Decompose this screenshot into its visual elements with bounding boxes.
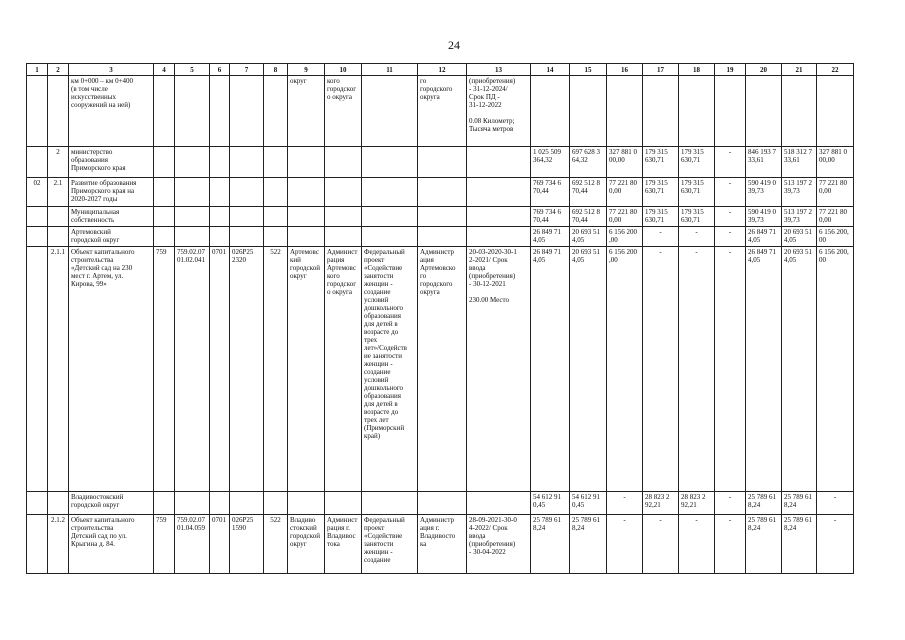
table-cell: - <box>715 147 746 178</box>
table-cell <box>782 76 817 147</box>
table-cell: - <box>715 247 746 492</box>
table-cell: 25 789 61 8,24 <box>782 492 817 515</box>
table-cell: Объект капитального строительства «Детский сад на 230 мест г. Артем, ул. Кирова, 99» <box>69 247 154 492</box>
table-cell: Администр ация г. Владивосто ка <box>418 515 467 574</box>
table-cell: 20 693 51 4,05 <box>782 247 817 492</box>
table-cell: 25 789 61 8,24 <box>570 515 607 574</box>
table-cell <box>288 207 325 227</box>
table-cell <box>325 178 362 207</box>
table-cell: 25 789 61 8,24 <box>746 492 782 515</box>
table-cell: кого городског о округа <box>325 76 362 147</box>
table-cell: 02 <box>27 178 48 207</box>
table-cell <box>210 76 230 147</box>
table-cell <box>154 492 175 515</box>
table-cell: 522 <box>264 515 288 574</box>
table-cell: 1 025 509 364,32 <box>531 147 570 178</box>
header-cell: 11 <box>362 64 418 76</box>
table-cell <box>715 76 746 147</box>
table-cell: 513 197 2 39,73 <box>782 178 817 207</box>
table-cell <box>362 147 418 178</box>
header-cell: 19 <box>715 64 746 76</box>
table-cell: Муниципальная собственность <box>69 207 154 227</box>
table-cell <box>230 178 264 207</box>
table-cell: 26 849 71 4,05 <box>746 247 782 492</box>
table-cell <box>175 207 210 227</box>
table-cell: Владивостокский городской округ <box>69 492 154 515</box>
table-cell: 590 419 0 39,73 <box>746 207 782 227</box>
table-cell <box>210 178 230 207</box>
table-cell: 026P25 1590 <box>230 515 264 574</box>
table-cell: 759 <box>154 515 175 574</box>
table-row-program <box>27 178 854 207</box>
table-cell: Админист рация Артемовс кого городског о округа <box>325 247 362 492</box>
table-cell <box>27 227 48 247</box>
table-cell <box>210 492 230 515</box>
table-cell <box>27 76 48 147</box>
table-cell: - <box>679 227 715 247</box>
table-cell <box>418 207 467 227</box>
table-cell: 77 221 80 0,00 <box>607 207 643 227</box>
table-cell: 2 <box>48 147 69 178</box>
table-cell <box>27 147 48 178</box>
table-cell <box>154 76 175 147</box>
table-cell: - <box>607 492 643 515</box>
table-cell: 179 315 630,71 <box>643 178 679 207</box>
table-cell: Федеральный проект «Содействие занятости женщин - создание <box>362 515 418 574</box>
table-cell: - <box>643 247 679 492</box>
table-cell <box>154 207 175 227</box>
header-cell: 12 <box>418 64 467 76</box>
table-row-object-2-1-1 <box>27 247 854 492</box>
table-cell: 179 315 630,71 <box>643 147 679 178</box>
table-cell: - <box>715 207 746 227</box>
table-cell: 697 628 3 64,32 <box>570 147 607 178</box>
table-cell: Объект капитального строительства Детский сад по ул. Крыгина д. 84. <box>69 515 154 574</box>
table-cell: 20 693 51 4,05 <box>570 247 607 492</box>
table-cell: - <box>715 492 746 515</box>
header-cell: 3 <box>69 64 154 76</box>
header-cell: 5 <box>175 64 210 76</box>
table-cell <box>288 178 325 207</box>
table-cell: Артемовс кий городской округ <box>288 247 325 492</box>
table-cell: 846 193 7 33,61 <box>746 147 782 178</box>
table-cell <box>175 227 210 247</box>
table-cell: (приобретения) - 31-12-2024/ Срок ПД - 31-12-2022 0.08 Километр; Тысяча метров <box>467 76 531 147</box>
table-cell <box>362 76 418 147</box>
table-cell: 0701 <box>210 247 230 492</box>
header-cell: 8 <box>264 64 288 76</box>
header-cell: 4 <box>154 64 175 76</box>
table-cell: 759.02.07 01.02.041 <box>175 247 210 492</box>
header-cell: 10 <box>325 64 362 76</box>
table-cell <box>418 147 467 178</box>
table-cell: 26 849 71 4,05 <box>531 247 570 492</box>
header-cell: 18 <box>679 64 715 76</box>
table-cell: 327 881 0 00,00 <box>817 147 854 178</box>
table-cell: министерство образования Приморского края <box>69 147 154 178</box>
table-cell <box>264 178 288 207</box>
table-cell: 2.1.2 <box>48 515 69 574</box>
header-cell: 22 <box>817 64 854 76</box>
table-cell <box>230 492 264 515</box>
table-cell <box>679 76 715 147</box>
table-cell <box>210 227 230 247</box>
table-cell: 179 315 630,71 <box>679 207 715 227</box>
table-cell: 2.1 <box>48 178 69 207</box>
table-cell: - <box>607 515 643 574</box>
table-cell: 769 734 6 70,44 <box>531 178 570 207</box>
table-cell <box>607 76 643 147</box>
table-cell: 20-03-2020-30-1 2-2021/ Срок ввода (приобретения) - 30-12-2021 230.00 Место <box>467 247 531 492</box>
table-cell: 77 221 80 0,00 <box>817 207 854 227</box>
table-cell <box>230 227 264 247</box>
table-row-municipal <box>27 207 854 227</box>
table-cell: 026P25 2320 <box>230 247 264 492</box>
table-cell <box>288 147 325 178</box>
table-cell: 28-09-2021-30-0 4-2022/ Срок ввода (приобретения) - 30-04-2022 <box>467 515 531 574</box>
table-row-vladivostok-district <box>27 492 854 515</box>
table-cell: - <box>643 227 679 247</box>
header-cell: 13 <box>467 64 531 76</box>
table-cell: го городского округа <box>418 76 467 147</box>
table-cell: Федеральный проект «Содействие занятости женщин - создание условий дошкольного образования для детей в возрасте до трех лет»/Содейств ие занятости женщин - создание условий дошкольного образования для детей в возрасте до трех лет (Приморский край) <box>362 247 418 492</box>
table-cell <box>175 492 210 515</box>
table-cell <box>362 178 418 207</box>
table-cell <box>154 147 175 178</box>
table-cell: - <box>715 515 746 574</box>
table-cell: - <box>817 492 854 515</box>
table-cell <box>418 178 467 207</box>
table-cell: 54 612 91 0,45 <box>570 492 607 515</box>
table-cell <box>230 207 264 227</box>
table-cell <box>418 227 467 247</box>
table-cell: Администр ация Артемовско го городского округа <box>418 247 467 492</box>
table-cell: 692 512 8 70,44 <box>570 207 607 227</box>
table-cell <box>27 492 48 515</box>
table-cell: 179 315 630,71 <box>643 207 679 227</box>
table-cell <box>418 492 467 515</box>
table-cell: 0701 <box>210 515 230 574</box>
header-row <box>27 64 854 76</box>
table-cell <box>264 147 288 178</box>
table-cell: 522 <box>264 247 288 492</box>
table-cell <box>325 227 362 247</box>
table-cell <box>467 207 531 227</box>
table-row-ministry <box>27 147 854 178</box>
table-cell <box>362 207 418 227</box>
table-cell: 692 512 8 70,44 <box>570 178 607 207</box>
table-cell <box>264 492 288 515</box>
table-cell: - <box>643 515 679 574</box>
table-cell <box>230 147 264 178</box>
table-cell <box>362 227 418 247</box>
table-cell: 179 315 630,71 <box>679 178 715 207</box>
table-cell <box>817 76 854 147</box>
table-cell: 518 312 7 33,61 <box>782 147 817 178</box>
table-cell: Владиво стокский городской округ <box>288 515 325 574</box>
table-cell: 20 693 51 4,05 <box>570 227 607 247</box>
table-cell: 54 612 91 0,45 <box>531 492 570 515</box>
header-cell: 15 <box>570 64 607 76</box>
table-cell <box>325 492 362 515</box>
table-cell: - <box>679 247 715 492</box>
table-cell <box>154 227 175 247</box>
header-cell: 14 <box>531 64 570 76</box>
table-cell: 28 823 2 92,21 <box>643 492 679 515</box>
table-cell: - <box>715 178 746 207</box>
table-cell: 590 419 0 39,73 <box>746 178 782 207</box>
table-row-object-2-1-2 <box>27 515 854 574</box>
page-number: 24 <box>448 38 460 52</box>
table-cell <box>264 76 288 147</box>
table-cell: Артемовский городской округ <box>69 227 154 247</box>
table-cell <box>48 492 69 515</box>
table-cell: округ <box>288 76 325 147</box>
table-cell: 759 <box>154 247 175 492</box>
table-cell: 179 315 630,71 <box>679 147 715 178</box>
table-cell: км 0+000 – км 0+400 (в том числе искусственных сооружений на ней) <box>69 76 154 147</box>
table-cell <box>175 178 210 207</box>
table-row-artem-district <box>27 227 854 247</box>
table-cell <box>325 207 362 227</box>
table-cell: 25 789 61 8,24 <box>746 515 782 574</box>
table-cell <box>175 76 210 147</box>
table-cell: 6 156 200 ,00 <box>607 227 643 247</box>
header-cell: 2 <box>48 64 69 76</box>
table-cell: Развитие образования Приморского края на 2020-2027 годы <box>69 178 154 207</box>
table-cell <box>264 207 288 227</box>
table-cell <box>48 227 69 247</box>
header-cell: 17 <box>643 64 679 76</box>
header-cell: 6 <box>210 64 230 76</box>
table-cell <box>362 492 418 515</box>
table-cell: 513 197 2 39,73 <box>782 207 817 227</box>
table-cell: - <box>817 515 854 574</box>
table-cell <box>288 492 325 515</box>
table-cell: - <box>679 515 715 574</box>
table-cell: 6 156 200, 00 <box>817 227 854 247</box>
header-cell: 21 <box>782 64 817 76</box>
header-cell: 9 <box>288 64 325 76</box>
table-cell <box>467 178 531 207</box>
table-cell <box>467 227 531 247</box>
table-cell <box>210 147 230 178</box>
table-cell: 759.02.07 01.04.059 <box>175 515 210 574</box>
table-cell <box>531 76 570 147</box>
table-cell: Админист рация г. Владивос тока <box>325 515 362 574</box>
table-cell <box>643 76 679 147</box>
table-cell: 77 221 80 0,00 <box>817 178 854 207</box>
table-cell: 2.1.1 <box>48 247 69 492</box>
table-cell: 26 849 71 4,05 <box>531 227 570 247</box>
table-cell: 6 156 200 ,00 <box>607 247 643 492</box>
table-cell <box>48 207 69 227</box>
table-cell <box>325 147 362 178</box>
table-cell <box>27 247 48 492</box>
table-cell <box>27 515 48 574</box>
table-cell <box>230 76 264 147</box>
table-cell <box>48 76 69 147</box>
table-cell: 25 789 61 8,24 <box>782 515 817 574</box>
header-cell: 7 <box>230 64 264 76</box>
table-cell <box>210 207 230 227</box>
table-cell <box>288 227 325 247</box>
header-cell: 16 <box>607 64 643 76</box>
table-cell: 26 849 71 4,05 <box>746 227 782 247</box>
table-cell <box>467 492 531 515</box>
table-cell <box>467 147 531 178</box>
header-cell: 1 <box>27 64 48 76</box>
table-cell: - <box>715 227 746 247</box>
table-cell: 20 693 51 4,05 <box>782 227 817 247</box>
header-cell: 20 <box>746 64 782 76</box>
table-cell: 25 789 61 8,24 <box>531 515 570 574</box>
table-cell: 77 221 80 0,00 <box>607 178 643 207</box>
investment-table <box>26 63 854 574</box>
table-cell <box>570 76 607 147</box>
table-row-continuation <box>27 76 854 147</box>
table-cell: 6 156 200, 00 <box>817 247 854 492</box>
table-cell <box>746 76 782 147</box>
table-cell: 28 823 2 92,21 <box>679 492 715 515</box>
table-cell <box>175 147 210 178</box>
table-cell <box>154 178 175 207</box>
table-cell: 327 881 0 00,00 <box>607 147 643 178</box>
table-cell: 769 734 6 70,44 <box>531 207 570 227</box>
table-cell <box>264 227 288 247</box>
table-cell <box>27 207 48 227</box>
